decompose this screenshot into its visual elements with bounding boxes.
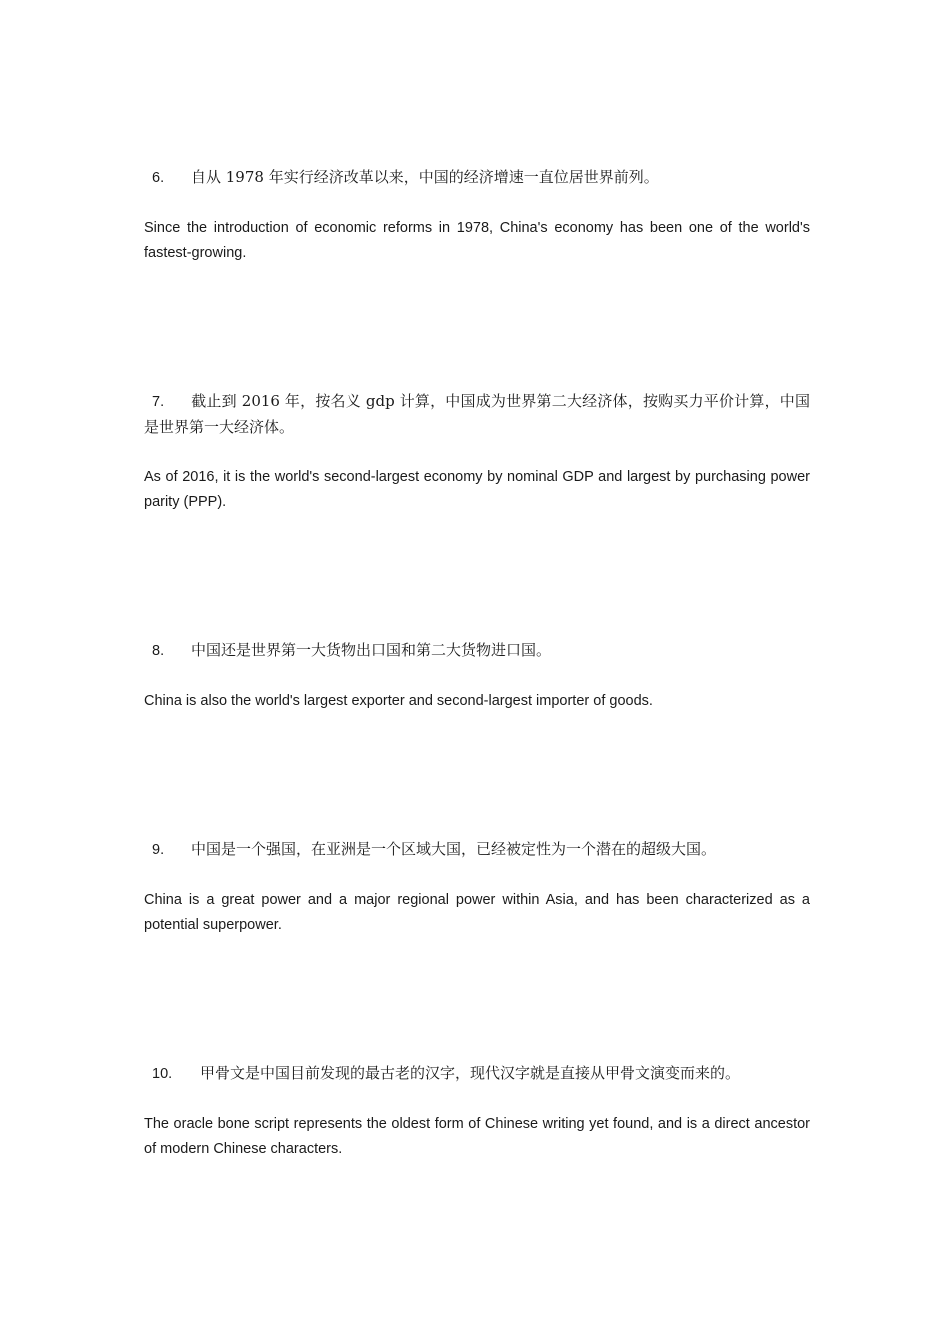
sentence-item-10: [144, 1061, 810, 1162]
english-translation: China is also the world's largest exporter and second-largest importer of goods.: [144, 693, 653, 709]
english-translation: The oracle bone script represents the oldest form of Chinese writing yet found, and is a direct ancestor of modern Chinese characters.: [144, 1116, 810, 1157]
english-translation: As of 2016, it is the world's second-largest economy by nominal GDP and largest by purchasing power parity (PPP).: [144, 469, 810, 510]
chinese-text: 自从 1978 年实行经济改革以来，中国的经济增速一直位居世界前列。: [191, 168, 659, 186]
english-translation: Since the introduction of economic reforms in 1978, China's economy has been one of the world's fastest-growing.: [144, 220, 810, 261]
english-translation: China is a great power and a major regional power within Asia, and has been characterized as a potential superpower.: [144, 892, 810, 933]
chinese-sentence: [144, 389, 810, 440]
sentence-item-8: [144, 638, 810, 714]
chinese-sentence: [144, 1061, 810, 1087]
chinese-sentence: [144, 837, 810, 863]
chinese-sentence: [144, 638, 810, 664]
sentence-item-7: [144, 389, 810, 515]
item-number: 7.: [152, 394, 165, 410]
item-number: 10.: [152, 1066, 173, 1082]
chinese-sentence: [144, 165, 810, 191]
sentence-item-9: [144, 837, 810, 938]
item-number: 9.: [152, 842, 165, 858]
chinese-text: 甲骨文是中国目前发现的最古老的汉字，现代汉字就是直接从甲骨文演变而来的。: [200, 1064, 741, 1082]
chinese-text: 中国是一个强国，在亚洲是一个区域大国，已经被定性为一个潜在的超级大国。: [191, 840, 717, 858]
item-number: 8.: [152, 643, 165, 659]
chinese-text: 中国还是世界第一大货物出口国和第二大货物进口国。: [191, 641, 552, 659]
chinese-text: 截止到 2016 年，按名义 gdp 计算，中国成为世界第二大经济体，按购买力平价计算，中国是世界第一大经济体。: [144, 392, 810, 436]
item-number: 6.: [152, 170, 165, 186]
sentence-item-6: [144, 165, 810, 266]
